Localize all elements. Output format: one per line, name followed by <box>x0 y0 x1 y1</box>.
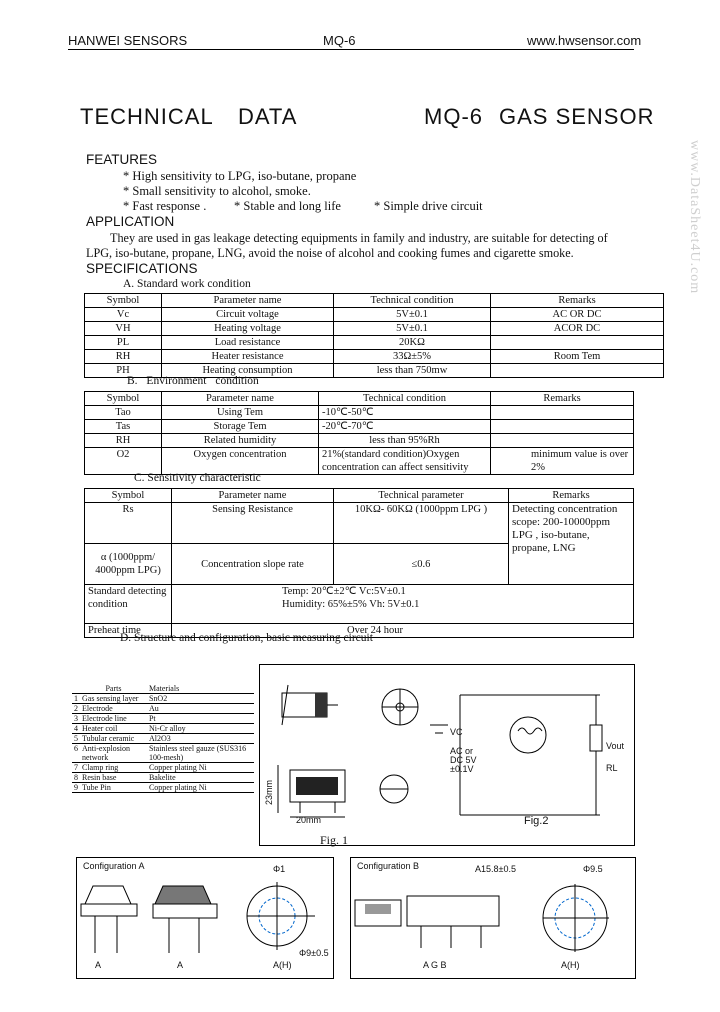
table-row: 9 Tube Pin Copper plating Ni <box>72 783 254 793</box>
feature-item: * Fast response . <box>123 199 207 213</box>
table-row: O2 Oxygen concentration 21%(standard condition)Oxygen concentration can affect sensitivity minimum value is over 2% <box>85 448 634 475</box>
table-row: Preheat time Over 24 hour <box>85 624 634 638</box>
header-rule <box>68 49 634 50</box>
configuration-a <box>76 857 334 979</box>
header-website[interactable]: www.hwsensor.com <box>527 33 642 48</box>
application-heading: APPLICATION <box>86 214 175 229</box>
dim-a2: Φ1 <box>273 864 286 874</box>
parts-table: Parts Materials 1 Gas sensing layer SnO2 2 Electrode Au 3 Electrode line Pt 4 Heater coil Ni-Cr alloy 5 Tubular ceramic Al2O3 6 Anti-explosion network Stainless steel gauze (SUS316 100-mesh) 7 Clamp ring Copper plating Ni 8 Resin base Bakelite 9 Tube Pin Copper plating Ni <box>72 684 254 793</box>
col-remarks: Remarks <box>491 294 664 308</box>
feature-item: * High sensitivity to LPG, iso-butane, propane <box>123 169 357 183</box>
table-a <box>84 293 664 378</box>
features-heading: FEATURES <box>86 152 158 167</box>
dim-b1: A15.8±0.5 <box>475 864 516 874</box>
table-row: RH Heater resistance 33Ω±5% Room Tem <box>85 350 664 364</box>
table-row: Tao Using Tem -10℃-50℃ <box>85 406 634 420</box>
label-a: A <box>177 960 184 970</box>
label-a: A <box>95 960 102 970</box>
table-row: 8 Resin base Bakelite <box>72 773 254 783</box>
table-row: Tas Storage Tem -20℃-70℃ <box>85 420 634 434</box>
application-line2: LPG, iso-butane, propane, LNG, avoid the noise of alcohol and cooking fumes and cigarette smoke. <box>86 246 574 260</box>
table-a-caption: A. Standard work condition <box>123 278 251 290</box>
table-row: PL Load resistance 20KΩ <box>85 336 664 350</box>
config-a-title: Configuration A <box>83 861 145 871</box>
feature-item: * Simple drive circuit <box>374 199 483 213</box>
label-vc: VC <box>450 727 463 737</box>
fig2-caption: Fig.2 <box>524 815 549 827</box>
configuration-b <box>350 857 636 979</box>
specifications-heading: SPECIFICATIONS <box>86 261 198 276</box>
table-c-caption: C. Sensitivity characteristic <box>134 472 261 484</box>
table-row: 4 Heater coil Ni-Cr alloy <box>72 724 254 734</box>
section-d-caption: D. Structure and configuration, basic measuring circuit <box>120 632 373 644</box>
title-left: TECHNICAL DATA <box>80 104 298 129</box>
fig1-caption: Fig. 1 <box>320 833 349 847</box>
table-row: 7 Clamp ring Copper plating Ni <box>72 763 254 773</box>
col-symbol: Symbol <box>85 294 162 308</box>
header-company: HANWEI SENSORS <box>68 33 188 48</box>
title-right: GAS SENSOR <box>499 104 655 129</box>
title-model: MQ-6 <box>424 104 483 129</box>
col-parameter: Parameter name <box>162 294 334 308</box>
dim-a1: Φ9±0.5 <box>299 948 329 958</box>
table-row: Standard detecting condition Temp: 20℃±2℃ Vc:5V±0.1 Humidity: 65%±5% Vh: 5V±0.1 <box>85 585 634 624</box>
dim-height: 23mm <box>264 779 274 805</box>
table-row: VH Heating voltage 5V±0.1 ACOR DC <box>85 322 664 336</box>
config-a-drawing <box>77 858 333 978</box>
config-b-title: Configuration B <box>357 861 420 871</box>
config-b-drawing <box>351 858 635 978</box>
feature-item: * Stable and long life <box>234 199 341 213</box>
table-row: 1 Gas sensing layer SnO2 <box>72 694 254 704</box>
label-vh: AC or DC 5V ±0.1V <box>450 746 477 774</box>
table-b: Symbol Parameter name Technical condition Remarks Tao Using Tem -10℃-50℃ Tas Storage Tem -20℃-70℃ RH Related humidity less than 95%Rh O2 Oxygen concentration 21%(standard condition)Oxygen concentration can affect sensitivity minimum value is over 2% <box>84 391 634 475</box>
table-row: 6 Anti-explosion network Stainless steel gauze (SUS316 100-mesh) <box>72 744 254 763</box>
table-b-caption: B. Environment condition <box>127 375 259 387</box>
label-vout: Vout <box>606 741 625 751</box>
application-line1: They are used in gas leakage detecting equipments in family and industry, are suitable for detecting of <box>110 231 608 245</box>
table-row: Vc Circuit voltage 5V±0.1 AC OR DC <box>85 308 664 322</box>
figure-box <box>259 664 635 846</box>
watermark: www.DataSheet4U.com <box>687 140 702 295</box>
table-c: Symbol Parameter name Technical parameter Remarks Rs Sensing Resistance 10KΩ- 60KΩ (1000ppm LPG ) Detecting concentration scope: 200-10000ppm LPG , iso-butane, propane, LNG α (1000ppm/ 4000ppm LPG) Concentration slope rate ≤0.6 Standard detecting condition Temp: 20℃±2℃ Vc:5V±0.1 Humidity: 65%±5% Vh: 5V±0.1 Preheat time Over 24 hour <box>84 488 634 638</box>
label-rl: RL <box>606 763 618 773</box>
feature-item: * Small sensitivity to alcohol, smoke. <box>123 184 311 198</box>
dim-width: 20mm <box>296 815 322 825</box>
table-row: 5 Tubular ceramic Al2O3 <box>72 734 254 744</box>
label-ab: A G B <box>423 960 447 970</box>
table-row: RH Related humidity less than 95%Rh <box>85 434 634 448</box>
dim-b2: Φ9.5 <box>583 864 603 874</box>
table-row: PH Heating consumption less than 750mw <box>85 364 664 378</box>
label-ah: A(H) <box>273 960 292 970</box>
header-model: MQ-6 <box>323 33 356 48</box>
col-condition: Technical condition <box>334 294 491 308</box>
table-row: α (1000ppm/ 4000ppm LPG) Concentration slope rate ≤0.6 <box>85 544 634 585</box>
table-row: 2 Electrode Au <box>72 704 254 714</box>
table-row: 3 Electrode line Pt <box>72 714 254 724</box>
table-row: Rs Sensing Resistance 10KΩ- 60KΩ (1000ppm LPG ) Detecting concentration scope: 200-10000ppm LPG , iso-butane, propane, LNG <box>85 503 634 544</box>
label-bh: A(H) <box>561 960 580 970</box>
